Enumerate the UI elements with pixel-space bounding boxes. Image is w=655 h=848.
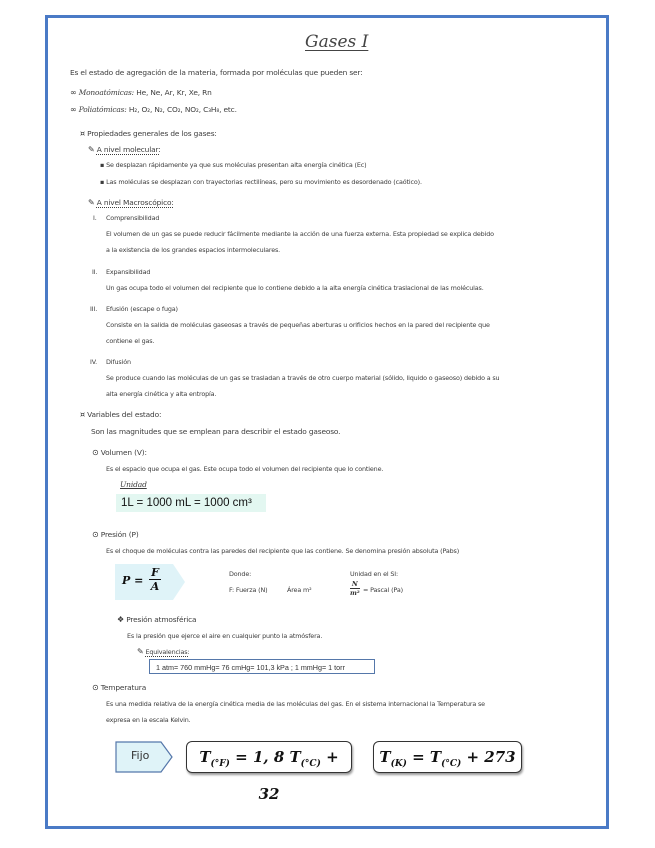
molecule-monoatomic (70, 88, 212, 97)
k-formula-t: T (379, 748, 391, 766)
temperature-heading (92, 683, 146, 692)
temperature-label: Temperatura (100, 683, 147, 692)
molecular-bullet-1: Se desplazan rápidamente ya que sus moléculas presentan alta energía cinética (Ec) (106, 161, 367, 169)
general-properties-heading (80, 129, 217, 138)
list-item: ▪ Se desplazan rápidamente ya que sus moléculas presentan alta energía cinética (Ec) (100, 161, 367, 169)
general-properties-label: Propiedades generales de los gases: (87, 129, 217, 138)
macro-item-line: Un gas ocupa todo el volumen del recipiente que lo contiene debido a la alta energía cinética traslacional de las moléculas. (106, 284, 484, 292)
state-variables-heading (80, 410, 161, 419)
equivalences-heading (137, 647, 189, 656)
infinity-icon: ∞ (70, 88, 77, 97)
pressure-area: Área m² (287, 586, 312, 594)
macroscopic-heading (88, 198, 174, 207)
fijo-label: Fijo (131, 749, 150, 762)
pressure-text: Es el choque de moléculas contra las paredes del recipiente que las contiene. Se denomina presión absoluta (Pabs) (106, 547, 460, 555)
macro-item-num: II. (92, 268, 98, 276)
macro-item-title: Difusión (106, 358, 131, 366)
atmospheric-heading (117, 615, 196, 624)
wrench-icon: ✎ (88, 198, 95, 207)
monoatomic-label: Monoatómicas: (78, 88, 135, 97)
wrench-icon: ✎ (88, 145, 95, 154)
monoatomic-list: He, Ne, Ar, Kr, Xe, Rn (134, 88, 212, 97)
macro-item-num: I. (93, 214, 97, 222)
k-formula-sub-k: (K) (390, 759, 407, 769)
macro-item-num: IV. (90, 358, 98, 366)
equivalences-box: 1 atm= 760 mmHg= 76 cmHg= 101,3 kPa ; 1 mmHg= 1 torr (149, 659, 375, 674)
wrench-icon: ✎ (137, 647, 144, 656)
macroscopic-label: A nivel Macroscópico: (96, 198, 174, 207)
pressure-label: Presión (P) (100, 530, 139, 539)
macro-item-line: contiene el gas. (106, 337, 155, 345)
macro-item-line: Se produce cuando las moléculas de un gas se trasladan a través de otro cuerpo material (sólido, liquido o gaseoso) debido a su (106, 374, 500, 382)
k-formula-right: + 273 (461, 748, 516, 766)
page-title: Gases I (305, 32, 369, 52)
macro-item-num: III. (90, 305, 98, 313)
pressure-fuerza: F: Fuerza (N) (229, 586, 268, 594)
kelvin-formula (373, 741, 522, 773)
pressure-numerator: F (151, 566, 159, 579)
macro-item-line: El volumen de un gas se puede reducir fácilmente mediante la acción de una fuerza externa. Esta propiedad se explica debido (106, 230, 494, 238)
polyatomic-list: H₂, O₂, N₂, CO₂, NO₂, C₃H₈, etc. (126, 105, 237, 114)
state-variables-label: Variables del estado: (87, 410, 162, 419)
k-formula-mid: = T (406, 748, 442, 766)
star-bullet-icon: ¤ (80, 129, 85, 138)
molecule-polyatomic (70, 105, 237, 114)
si-numerator: N (351, 580, 358, 588)
k-formula-sub-c: (°C) (441, 759, 462, 769)
pressure-formula (122, 566, 161, 593)
infinity-icon: ∞ (70, 105, 77, 114)
fahrenheit-formula (186, 741, 352, 803)
volume-unit-label: Unidad (120, 480, 147, 489)
molecular-label: A nivel molecular: (96, 145, 161, 154)
volume-text: Es el espacio que ocupa el gas. Este ocupa todo el volumen del recipiente que lo contiene. (106, 465, 384, 473)
star-bullet-icon: ¤ (80, 410, 85, 419)
pressure-fraction (149, 566, 161, 593)
f-formula-sub-c: (°C) (300, 759, 321, 769)
temperature-line: Es una medida relativa de la energía cinética media de las moléculas del gas. En el sistema internacional la Temperatura se (106, 700, 485, 708)
f-formula-right: + 32 (258, 748, 339, 803)
f-formula-mid: = 1, 8 T (229, 748, 301, 766)
macro-item-line: alta energía cinética y alta entropía. (106, 390, 217, 398)
list-item: ▪ Las moléculas se desplazan con trayectorias rectilíneas, pero su movimiento es desordenado (caótico). (100, 178, 422, 186)
diamond-icon: ❖ (117, 615, 125, 624)
si-denominator: m² (350, 589, 360, 597)
macro-item-title: Comprensibilidad (106, 214, 160, 222)
equivalences-label: Equivalencias: (145, 648, 190, 656)
pressure-heading (92, 530, 139, 539)
volume-label: Volumen (V): (100, 448, 147, 457)
pressure-si-value: = Pascal (Pa) (363, 586, 403, 594)
pressure-denominator: A (150, 580, 160, 593)
volume-unit-box: 1L = 1000 mL = 1000 cm³ (116, 494, 266, 512)
pressure-si-fraction (350, 580, 360, 597)
circled-dot-icon: ⊙ (92, 530, 99, 539)
circled-dot-icon: ⊙ (92, 683, 99, 692)
f-formula-t: T (199, 748, 211, 766)
molecular-bullet-2: Las moléculas se desplazan con trayectorias rectilíneas, pero su movimiento es desordenado (caótico). (106, 178, 422, 186)
volume-heading (92, 448, 147, 457)
pressure-si-label: Unidad en el SI: (350, 570, 399, 578)
macro-item-title: Expansibilidad (106, 268, 151, 276)
atmospheric-label: Presión atmosférica (126, 615, 197, 624)
macro-item-line: Consiste en la salida de moléculas gaseosas a través de pequeñas aberturas u orificios hechos en la pared del recipiente que (106, 321, 490, 329)
molecular-heading (88, 145, 161, 154)
macro-item-title: Efusión (escape o fuga) (106, 305, 178, 313)
pressure-formula-p: P = (122, 574, 144, 587)
macro-item-line: a la existencia de los grandes espacios intermoleculares. (106, 246, 281, 254)
polyatomic-label: Poliatómicas: (78, 105, 127, 114)
atmospheric-text: Es la presión que ejerce el aire en cualquier punto la atmósfera. (127, 632, 323, 640)
pressure-donde: Donde: (229, 570, 252, 578)
state-variables-description: Son las magnitudes que se emplean para describir el estado gaseoso. (91, 427, 341, 436)
temperature-line: expresa en la escala Kelvin. (106, 716, 191, 724)
intro-text: Es el estado de agregación de la materia, formada por moléculas que pueden ser: (70, 68, 363, 77)
circled-dot-icon: ⊙ (92, 448, 99, 457)
f-formula-sub-f: (°F) (210, 759, 230, 769)
